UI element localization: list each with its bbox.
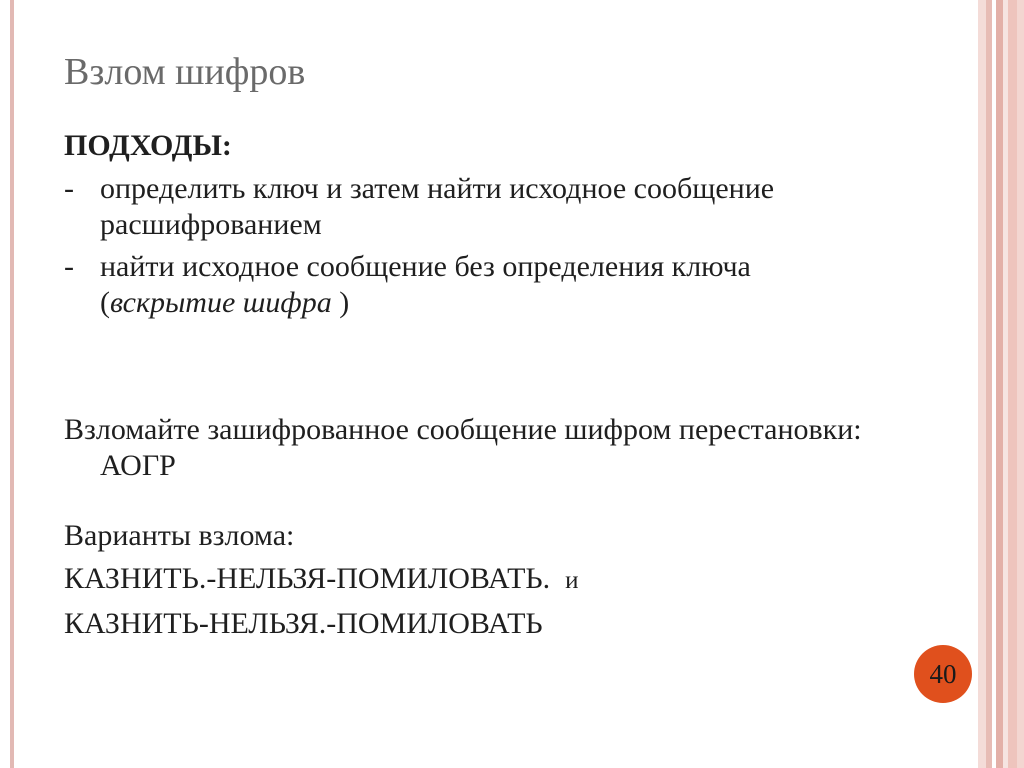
variant-text: КАЗНИТЬ-НЕЛЬЗЯ.-ПОМИЛОВАТЬ	[64, 607, 543, 640]
bullet-text-end: )	[331, 286, 350, 319]
left-border-rule	[10, 0, 14, 768]
slide-title: Взлом шифров	[64, 51, 306, 93]
approaches-heading: ПОДХОДЫ:	[64, 129, 232, 162]
right-decorative-stripe	[1017, 0, 1024, 768]
bullet-text: определить ключ и затем найти исходное сообщение расшифрованием	[100, 172, 775, 241]
variant-text: КАЗНИТЬ.-НЕЛЬЗЯ-ПОМИЛОВАТЬ.	[64, 562, 551, 595]
bullet-italic-term: вскрытие шифра	[110, 286, 332, 319]
variant-line	[64, 606, 864, 642]
conjunction-text: и	[565, 567, 579, 594]
bullet-text: найти исходное сообщение без определения ключа (	[100, 250, 751, 319]
bullet-marker: -	[64, 250, 74, 283]
right-decorative-stripe	[1008, 0, 1017, 768]
bullet-marker: -	[64, 172, 74, 205]
page-number-badge: 40	[914, 645, 972, 703]
task-paragraph: Взломайте зашифрованное сообщение шифром перестановки: АОГР	[64, 413, 862, 482]
slide-content	[64, 128, 864, 642]
right-decorative-stripe	[978, 0, 986, 768]
variants-label: Варианты взлома:	[64, 519, 295, 552]
bullet-item	[64, 171, 864, 243]
variant-line	[64, 561, 864, 599]
bullet-item	[64, 249, 864, 321]
right-decorative-stripe	[996, 0, 1003, 768]
right-decorative-stripe	[986, 0, 992, 768]
